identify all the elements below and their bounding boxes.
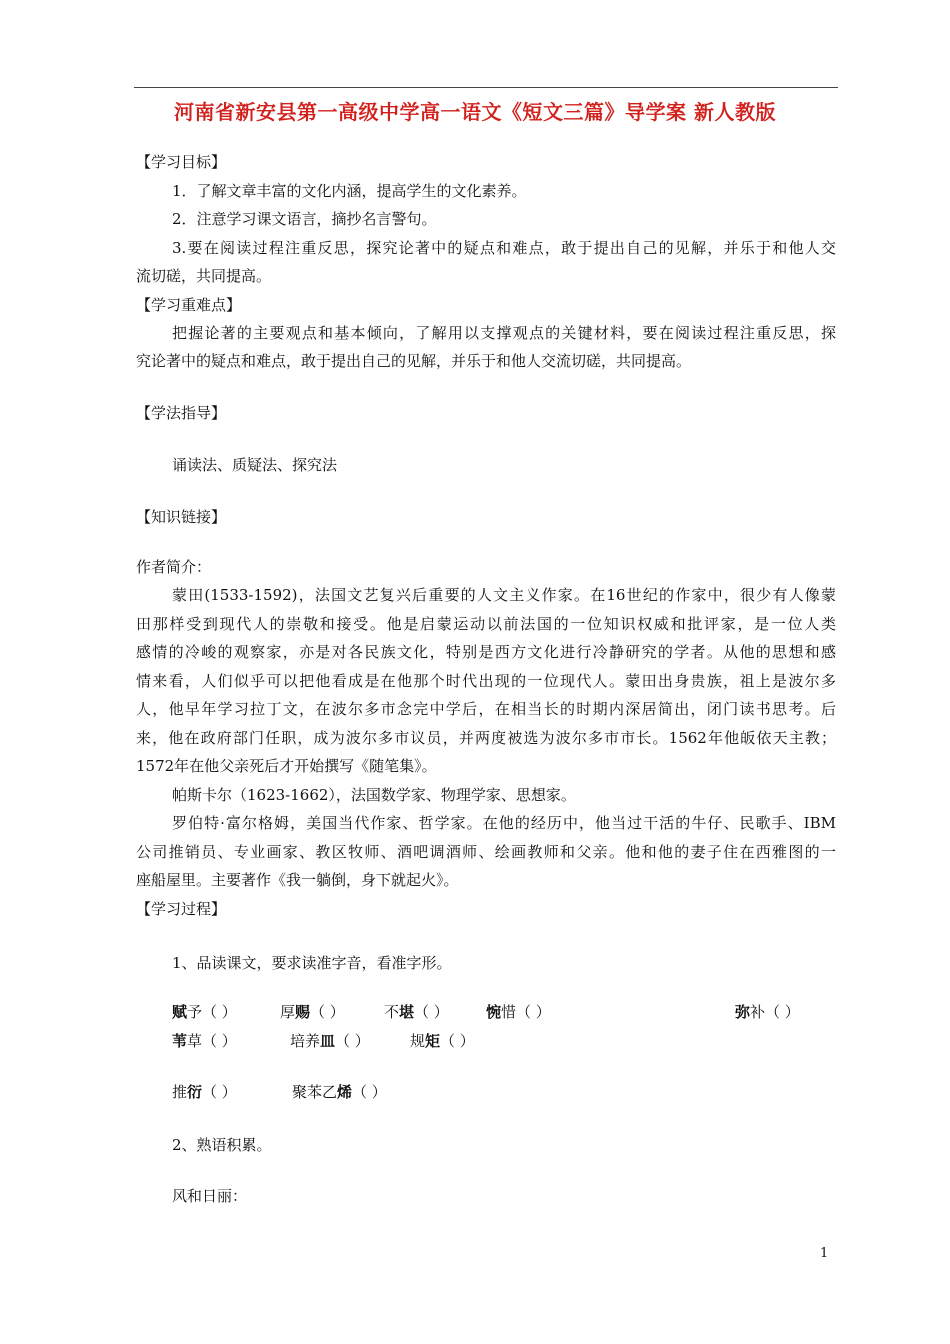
montaigne-line-6: 来，他在政府部门任职，成为波尔多市议员，并两度被选为波尔多市市长。1562年他皈依天主教； bbox=[136, 729, 836, 747]
key-points-line-1: 把握论著的主要观点和基本倾向，了解用以支撑观点的关键材料，要在阅读过程注重反思，探 bbox=[172, 324, 836, 342]
fulghum-line-3: 座船屋里。主要著作《我一躺倒，身下就起火》。 bbox=[136, 871, 459, 889]
montaigne-line-1: 蒙田(1533-1592)，法国文艺复兴后重要的人文主义作家。在16世纪的作家中，很少有人像蒙 bbox=[172, 586, 836, 604]
goal-item-3: 3.要在阅读过程注重反思，探究论著中的疑点和难点，敢于提出自己的见解，并乐于和他人交 bbox=[172, 239, 836, 257]
document-title: 河南省新安县第一高级中学高一语文《短文三篇》导学案 新人教版 bbox=[174, 100, 776, 124]
goal-item-1: 1．了解文章丰富的文化内涵，提高学生的文化素养。 bbox=[172, 182, 527, 200]
process-heading: 【学习过程】 bbox=[136, 900, 227, 918]
method-heading: 【学法指导】 bbox=[136, 404, 227, 422]
fulghum-line-2: 公司推销员、专业画家、教区牧师、酒吧调酒师、绘画教师和父亲。他和他的妻子住在西雅图的一 bbox=[136, 843, 836, 861]
method-text: 诵读法、质疑法、探究法 bbox=[172, 456, 338, 474]
fulghum-line-1: 罗伯特·富尔格姆，美国当代作家、哲学家。在他的经历中，他当过干活的牛仔、民歌手、IBM bbox=[172, 814, 836, 832]
author-intro-label: 作者简介： bbox=[136, 558, 212, 576]
char-item-wanxi: 惋惜（ ） bbox=[486, 1003, 551, 1021]
goal-item-3-cont: 流切磋，共同提高。 bbox=[136, 267, 272, 285]
char-item-mibu: 弥补（ ） bbox=[735, 1003, 800, 1021]
pascal-line: 帕斯卡尔（1623-1662），法国数学家、物理学家、思想家。 bbox=[172, 786, 576, 804]
montaigne-line-7: 1572年在他父亲死后才开始撰写《随笔集》。 bbox=[136, 757, 437, 775]
char-item-houci: 厚赐（ ） bbox=[280, 1003, 345, 1021]
page-number: 1 bbox=[820, 1246, 829, 1261]
goals-heading: 【学习目标】 bbox=[136, 153, 227, 171]
process-step-1: 1、品读课文，要求读准字音，看准字形。 bbox=[172, 954, 452, 972]
key-points-heading: 【学习重难点】 bbox=[136, 296, 242, 314]
char-item-guiju: 规矩（ ） bbox=[410, 1032, 475, 1050]
idiom-fenghe-rili: 风和日丽： bbox=[172, 1187, 248, 1205]
char-item-bukan: 不堪（ ） bbox=[384, 1003, 449, 1021]
char-item-tuiyan: 推衍（ ） bbox=[172, 1083, 237, 1101]
montaigne-line-5: 人，他早年学习拉丁文，在波尔多市念完中学后，在相当长的时期内深居简出，闭门读书思考。后 bbox=[136, 700, 836, 718]
goal-item-2: 2．注意学习课文语言，摘抄名言警句。 bbox=[172, 210, 437, 228]
char-item-weicao: 苇草（ ） bbox=[172, 1032, 237, 1050]
montaigne-line-2: 田那样受到现代人的崇敬和接受。他是启蒙运动以前法国的一位知识权威和批评家，是一位人类 bbox=[136, 615, 836, 633]
key-points-line-2: 究论著中的疑点和难点，敢于提出自己的见解，并乐于和他人交流切磋，共同提高。 bbox=[136, 352, 692, 370]
char-item-jubenyixi: 聚苯乙烯（ ） bbox=[292, 1083, 387, 1101]
process-step-2: 2、熟语积累。 bbox=[172, 1136, 272, 1154]
char-item-fuyu: 赋予（ ） bbox=[172, 1003, 237, 1021]
montaigne-line-3: 感情的冷峻的观察家，亦是对各民族文化，特别是西方文化进行冷静研究的学者。从他的思想和感 bbox=[136, 643, 836, 661]
knowledge-heading: 【知识链接】 bbox=[136, 508, 227, 526]
montaigne-line-4: 情来看，人们似乎可以把他看成是在他那个时代出现的一位现代人。蒙田出身贵族，祖上是波尔多 bbox=[136, 672, 836, 690]
char-item-peiyangmin: 培养皿（ ） bbox=[290, 1032, 370, 1050]
header-rule bbox=[134, 87, 838, 88]
